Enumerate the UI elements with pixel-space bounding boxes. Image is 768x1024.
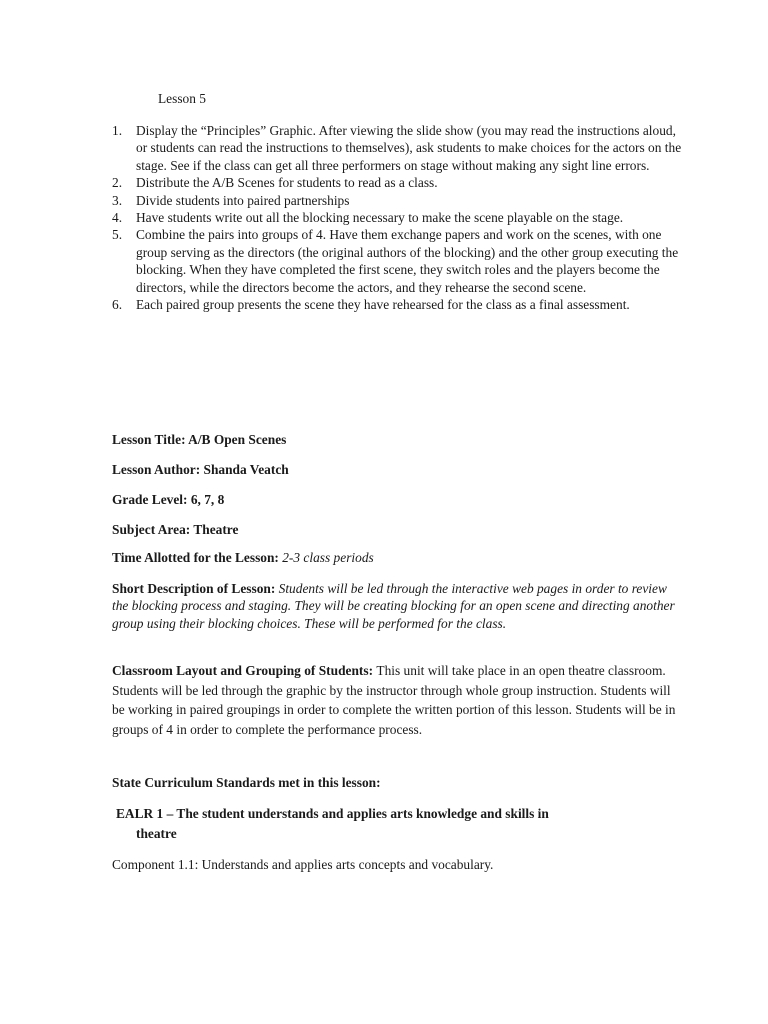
step-text: Combine the pairs into groups of 4. Have them exchange papers and work on the scenes, with one group serving as the directors (the original authors of the blocking) and the other group executing the blocking. When they have completed the first scene, they switch roles and the players become the directors, while the directors become the actors, and they rehearse the second scene. [136, 227, 679, 295]
list-item [112, 122, 682, 174]
step-number: 4. [112, 210, 123, 226]
time-allotted-label: Time Allotted for the Lesson: [112, 550, 283, 565]
step-number: 3. [112, 192, 123, 208]
ealr-line-1: EALR 1 – The student understands and applies arts knowledge and skills in [116, 806, 549, 821]
short-description-label: Short Description of Lesson: [112, 581, 279, 596]
time-allotted-value: 2-3 class periods [282, 550, 374, 565]
step-number: 6. [112, 297, 123, 313]
list-item [112, 192, 682, 209]
list-item [112, 209, 682, 226]
component-text: Component 1.1: Understands and applies arts concepts and vocabulary. [112, 857, 494, 872]
list-item [112, 174, 682, 191]
ealr-standard [116, 804, 676, 843]
subject-area: Subject Area: Theatre [112, 522, 239, 537]
grade-level: Grade Level: 6, 7, 8 [112, 492, 225, 507]
time-allotted [112, 549, 682, 566]
lesson-author: Lesson Author: Shanda Veatch [112, 462, 289, 477]
lesson-steps-list [112, 122, 682, 313]
ealr-line-2: theatre [136, 825, 177, 841]
classroom-layout [112, 661, 682, 739]
step-text: Have students write out all the blocking necessary to make the scene playable on the stage. [136, 210, 624, 226]
step-text: Distribute the A/B Scenes for students to read as a class. [136, 175, 438, 191]
list-item [112, 296, 682, 313]
step-number: 2. [112, 175, 123, 191]
step-text: Display the “Principles” Graphic. After viewing the slide show (you may read the instructions aloud, or students can read the instructions to themselves), ask students to make choices for the actors on the stage. See if the class can get all three performers on stage without making any sight line errors. [136, 123, 682, 173]
step-text: Each paired group presents the scene they have rehearsed for the class as a final assessment. [136, 297, 630, 313]
step-number: 1. [112, 123, 123, 138]
lesson-title: Lesson Title: A/B Open Scenes [112, 432, 287, 447]
standards-heading: State Curriculum Standards met in this lesson: [112, 775, 381, 790]
lesson-number-heading: Lesson 5 [158, 91, 206, 106]
classroom-layout-value: This unit will take place in an open theatre classroom. Students will be led through the graphic by the instructor through whole group instruction. Students will be working in paired groupings in order to complete the written portion of this lesson. Students will be in groups of 4 in order to complete the performance process. [112, 663, 676, 737]
short-description-value: Students will be led through the interactive web pages in order to review the blocking process and staging. They will be creating blocking for an open scene and directing another group using their blocking choices. These will be performed for the class. [112, 581, 675, 631]
list-item [112, 226, 682, 296]
short-description [112, 580, 682, 632]
classroom-layout-label: Classroom Layout and Grouping of Students: [112, 663, 377, 678]
step-text: Divide students into paired partnerships [136, 192, 350, 208]
step-number: 5. [112, 227, 123, 243]
